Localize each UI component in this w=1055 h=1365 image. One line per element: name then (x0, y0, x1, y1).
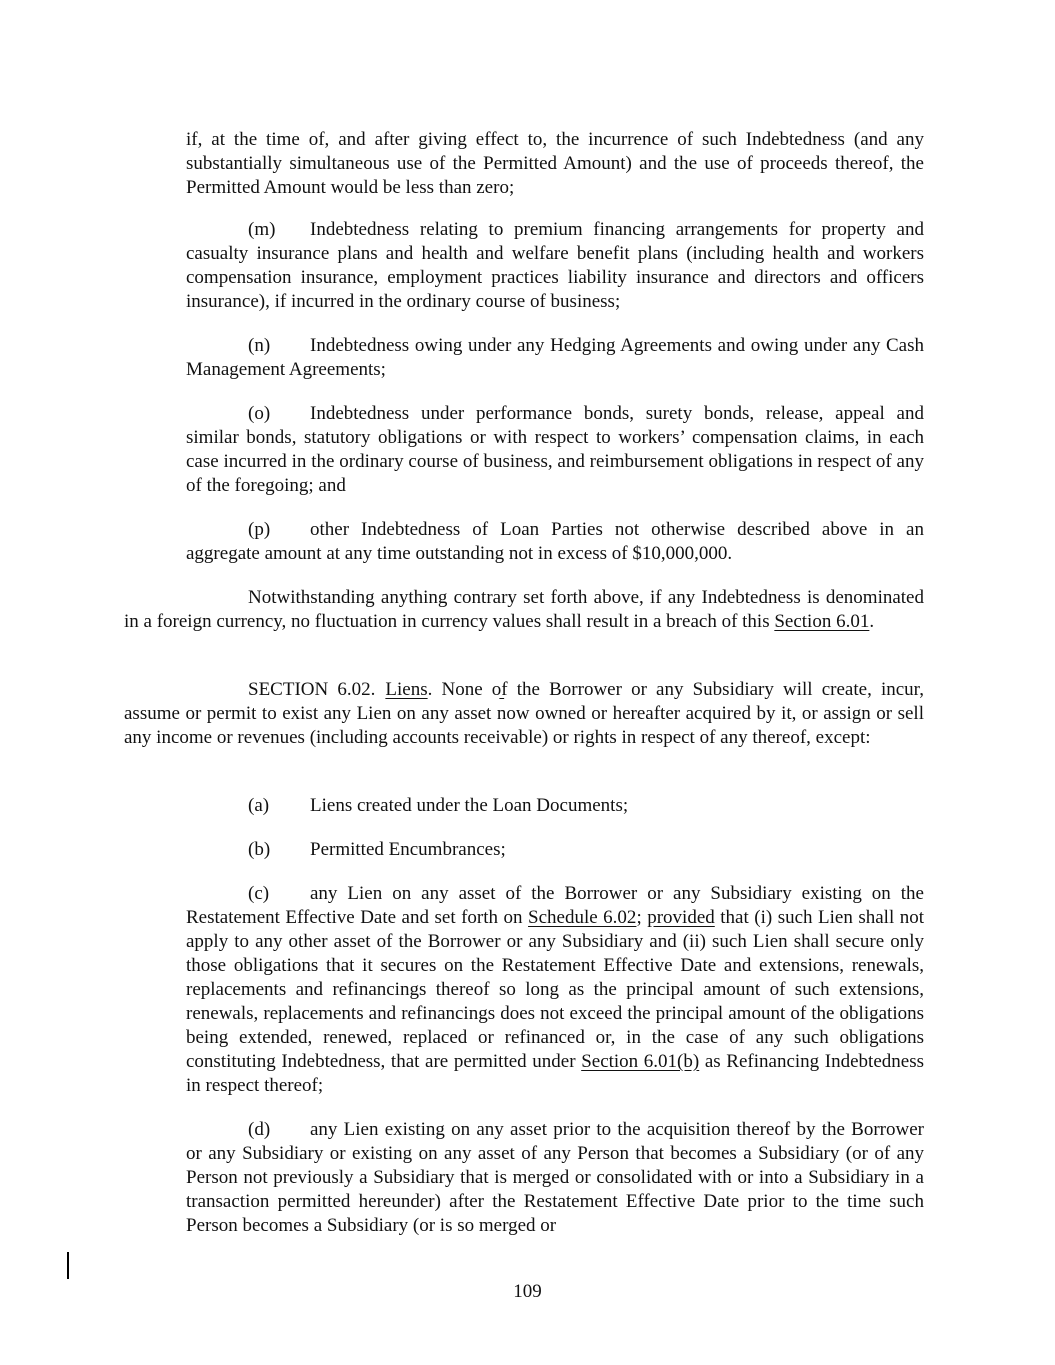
clause-m (186, 218, 924, 314)
clause-b (186, 838, 924, 862)
clause-label: (p) (248, 519, 271, 540)
paragraph-text: . None of the Borrower or any Subsidiary will create, incur, assume or permit to exist any Lien on any asset now owned or hereafter acquired by it, or assign or sell any income or revenues (including accounts receivable) or rights in respect of any thereof, except: (124, 679, 924, 748)
section-title: Liens (385, 679, 428, 700)
clause-text: Liens created under the Loan Documents; (310, 795, 629, 816)
paragraph-text: Notwithstanding anything contrary set forth above, if any Indebtedness is denominated in a foreign currency, no fluctuation in currency values shall result in a breach of this (124, 587, 924, 632)
notwithstanding-paragraph (124, 586, 924, 634)
section-reference-link[interactable]: Section 6.01(b) (581, 1051, 700, 1072)
clause-text: ; (636, 907, 648, 928)
clause-label: (c) (248, 883, 270, 904)
section-6-02-paragraph (124, 678, 924, 750)
clause-label: (o) (248, 403, 271, 424)
change-bar (67, 1252, 69, 1279)
clause-text: other Indebtedness of Loan Parties not otherwise described above in an aggregate amount at any time outstanding not in excess of $10,000,000. (186, 519, 924, 564)
section-heading: SECTION 6.02. (248, 679, 376, 700)
clause-label: (d) (248, 1119, 271, 1140)
clause-n (186, 334, 924, 382)
clause-label: (n) (248, 335, 271, 356)
clause-text: Indebtedness owing under any Hedging Agreements and owing under any Cash Management Agreements; (186, 335, 924, 380)
clause-o (186, 402, 924, 498)
continuation-text: if, at the time of, and after giving effect to, the incurrence of such Indebtedness (and any substantially simultaneous use of the Permitted Amount) and the use of proceeds thereof, the Permitted Amount would be less than zero; (186, 129, 924, 198)
clause-label: (b) (248, 839, 271, 860)
clause-text: Indebtedness relating to premium financing arrangements for property and casualty insurance plans and health and welfare benefit plans (including health and workers compensation insurance, employment practices liability insurance and directors and officers insurance), if incurred in the ordinary course of business; (186, 219, 924, 312)
clause-text: Permitted Encumbrances; (310, 839, 506, 860)
clause-d (186, 1118, 924, 1238)
schedule-reference-link[interactable]: Schedule 6.02 (528, 907, 637, 928)
clause-text: any Lien existing on any asset prior to the acquisition thereof by the Borrower or any Subsidiary or existing on any asset of any Person that becomes a Subsidiary (or of any Person not previously a Subsidiary that is merged or consolidated with or into a Subsidiary in a transaction permitted hereunder) after the Restatement Effective Date prior to the time such Person becomes a Subsidiary (or is so merged or (186, 1119, 924, 1236)
paragraph-text: . (869, 611, 875, 632)
section-reference-link[interactable]: Section 6.01 (774, 611, 870, 632)
provided-term: provided (647, 907, 715, 928)
clause-text: as Refinancing Indebtedness in respect thereof; (186, 1051, 924, 1096)
clause-text: Indebtedness under performance bonds, surety bonds, release, appeal and similar bonds, statutory obligations or with respect to workers’ compensation claims, in each case incurred in the ordinary course of business, and reimbursement obligations in respect of any of the foregoing; and (186, 403, 924, 496)
page-number: 109 (513, 1281, 542, 1302)
heading-gap (375, 678, 385, 702)
clause-text: that (i) such Lien shall not apply to any other asset of the Borrower or any Subsidiary and (ii) such Lien shall secure only those obligations that it secures on the Restatement Effective Date and extensions, renewals, replacements and refinancings thereof so long as the principal amount of such extensions, renewals, replacements and refinancings does not exceed the principal amount of the obligations being extended, renewed, replaced or refinanced or, in the case of any such obligations constituting Indebtedness, that are permitted under (186, 907, 924, 1072)
clause-label: (a) (248, 795, 270, 816)
clause-c (186, 882, 924, 1098)
clause-a (186, 794, 924, 818)
clause-p (186, 518, 924, 566)
continuation-paragraph (186, 128, 924, 200)
clause-text: any Lien on any asset of the Borrower or any Subsidiary existing on the Restatement Effective Date and set forth on (186, 883, 924, 928)
clause-label: (m) (248, 219, 276, 240)
